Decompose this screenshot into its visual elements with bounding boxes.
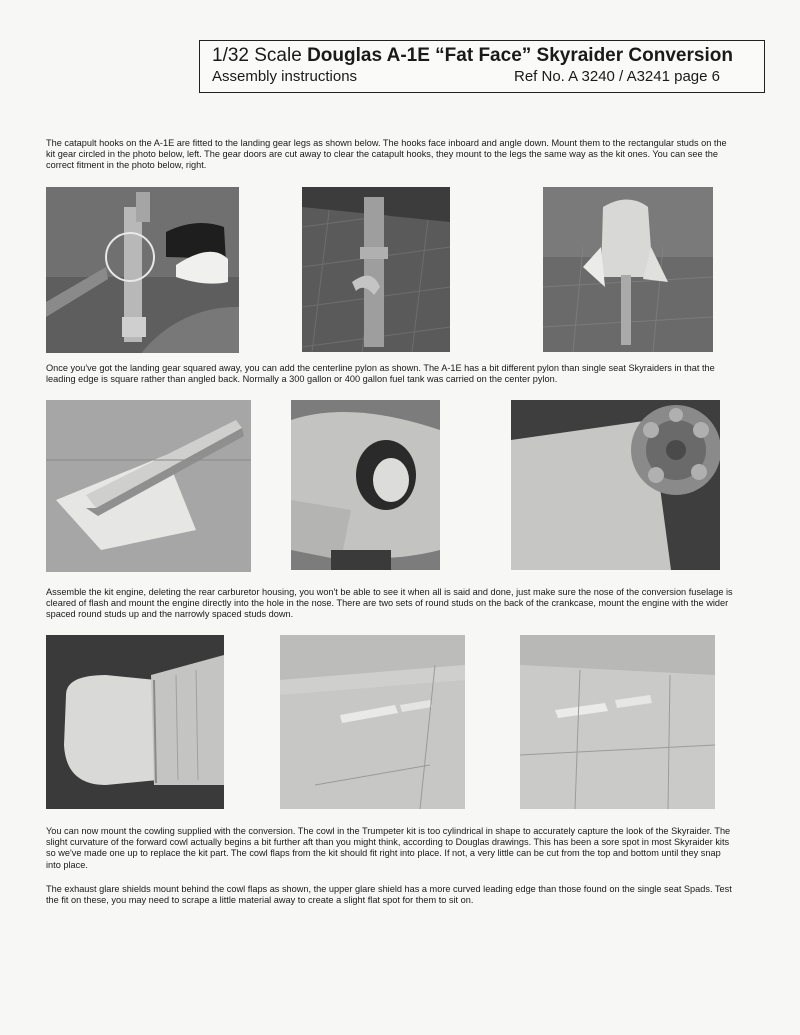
photo-gear-door-fitted bbox=[543, 187, 713, 352]
paragraph-engine-assembly: Assemble the kit engine, deleting the rear carburetor housing, you won't be able to see it when all is said and done, just make sure the nose of the conversion fuselage is cleared of flash and mount the engine directly into the hole in the nose. There are two sets of round studs on the back of the crankcase, mount the engine with the wider spaced round studs up and the narrowly spaced studs down. bbox=[46, 587, 733, 620]
header-box bbox=[199, 40, 765, 93]
photo-gear-leg-hook bbox=[302, 187, 450, 352]
document-title: 1/32 Scale Douglas A-1E “Fat Face” Skyraider Conversion bbox=[212, 45, 733, 66]
paragraph-catapult-hooks: The catapult hooks on the A-1E are fitted to the landing gear legs as shown below. The hooks face inboard and angle down. Mount them to the rectangular studs on the kit gear circled in the photo below, left. The gear doors are cut away to clear the catapult hooks, they mount to the legs the same way as the kit ones. You can see the correct fitment in the photo below, right. bbox=[46, 138, 727, 171]
paragraph-glare-shields: The exhaust glare shields mount behind the cowl flaps as shown, the upper glare shield has a more curved leading edge than those found on the single seat Spads. Test the fit on these, you may need to scrape a little material away to create a slight flat spot for them to sit on. bbox=[46, 884, 732, 906]
document-subtitle: Assembly instructions bbox=[212, 68, 358, 85]
photo-gear-leg-circled bbox=[46, 187, 239, 353]
reference-number: Ref No. A 3240 / A3241 page 6 bbox=[513, 68, 720, 85]
paragraph-centerline-pylon: Once you've got the landing gear squared away, you can add the centerline pylon as shown. The A-1E has a bit different pylon than single seat Skyraiders in that the leading edge is square rather than angled back. Normally a 300 gallon or 400 gallon fuel tank was carried on the center pylon. bbox=[46, 363, 715, 385]
photo-glare-shields-left bbox=[280, 635, 465, 809]
paragraph-cowling: You can now mount the cowling supplied with the conversion. The cowl in the Trumpeter kit is too cylindrical in shape to accurately capture the look of the Skyraider. The slight curvature of the forward cowl actually begins a bit further aft than you might think, according to Douglas drawings. This has been a sore spot in most Skyraider kits so we've made one up to replace the kit part. The cowl flaps from the kit should fit right into place. If not, a very little can be cut from the top and bottom until they snap into place. bbox=[46, 826, 731, 870]
photo-glare-shields-right bbox=[520, 635, 715, 809]
photo-cowling-side bbox=[46, 635, 224, 809]
photo-nose-front-view bbox=[291, 400, 440, 570]
photo-engine-mounted bbox=[511, 400, 720, 570]
photo-centerline-pylon bbox=[46, 400, 251, 572]
